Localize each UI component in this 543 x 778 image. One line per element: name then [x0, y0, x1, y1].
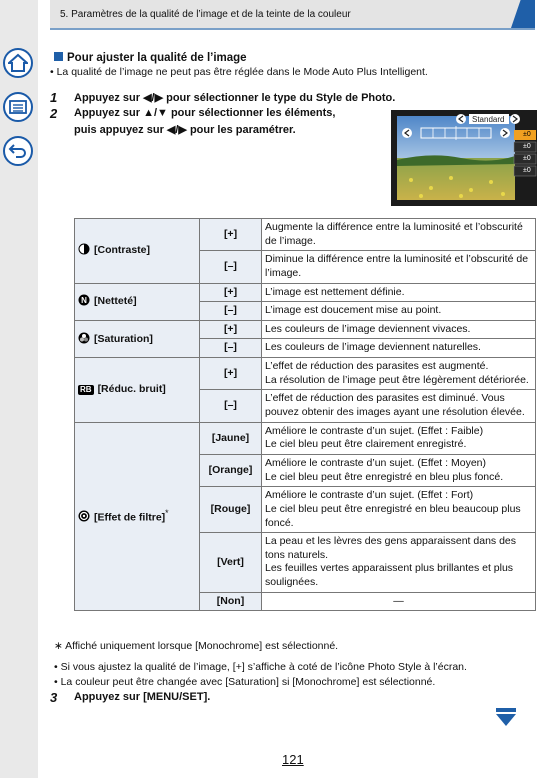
feature-saturation: [Saturation] — [75, 320, 200, 357]
table-row — [75, 320, 536, 339]
step-2: 2 Appuyez sur ▲/▼ pour sélectionner les éléments, puis appuyez sur ◀/▶ pour les paramétrer. — [50, 106, 336, 136]
sharpness-value: ±0 — [523, 143, 531, 150]
step-1: 1 Appuyez sur ◀/▶ pour sélectionner le type du Style de Photo. — [50, 90, 396, 105]
svg-text:N: N — [81, 296, 87, 306]
desc: L’effet de réduction des parasites est diminué. Vous pouvez obtenir des images ayant une résolution élevée. — [262, 390, 536, 422]
page-number: 121 — [282, 752, 304, 767]
sub-plus: [+] — [200, 358, 262, 390]
feature-nettete: N [Netteté] — [75, 283, 200, 320]
sub-jaune: [Jaune] — [200, 422, 262, 454]
feature-effet-filtre: [Effet de filtre]* — [75, 422, 200, 611]
menu-icon[interactable] — [3, 92, 33, 122]
sub-non: [Non] — [200, 592, 262, 611]
desc: Diminue la différence entre la luminosité et l’obscurité de l’image. — [262, 251, 536, 283]
desc: L’image est doucement mise au point. — [262, 302, 536, 321]
chapter-title: 5. Paramètres de la qualité de l’image et de la teinte de la couleur — [60, 9, 351, 20]
feature-reduc-bruit: RB [Réduc. bruit] — [75, 358, 200, 423]
contrast-value: ±0 — [523, 131, 531, 138]
desc: La peau et les lèvres des gens apparaissent dans des tons naturels. Les feuilles vertes apparaissent plus brillantes et plus soulignées. — [262, 533, 536, 593]
photo-style-label: Standard — [472, 115, 505, 124]
sub-rouge: [Rouge] — [200, 487, 262, 533]
field-landscape-image — [391, 110, 537, 206]
desc: Améliore le contraste d’un sujet. (Effet : Moyen) Le ciel bleu peut être enregistré en bleu plus foncé. — [262, 454, 536, 486]
footnote-bullet-1: • Si vous ajustez la qualité de l’image, [+] s’affiche à coté de l’icône Photo Style à l’écran. — [54, 661, 467, 673]
next-page-arrow-icon[interactable] — [494, 708, 518, 728]
step-3: 3 Appuyez sur [MENU/SET]. — [50, 690, 211, 705]
saturation-icon — [78, 332, 90, 344]
table-row — [75, 283, 536, 302]
table-row — [75, 422, 536, 454]
sub-minus: [–] — [200, 339, 262, 358]
section-note: • La qualité de l’image ne peut pas être réglée dans le Mode Auto Plus Intelligent. — [50, 66, 428, 78]
noise-value: ±0 — [523, 167, 531, 174]
sub-plus: [+] — [200, 219, 262, 251]
footnote-bullet-2: • La couleur peut être changée avec [Saturation] si [Monochrome] est sélectionné. — [54, 676, 436, 688]
filter-effect-icon — [78, 510, 90, 522]
desc: L’image est nettement définie. — [262, 283, 536, 302]
sub-minus: [–] — [200, 251, 262, 283]
adjustment-table — [74, 218, 536, 611]
desc: Les couleurs de l’image deviennent naturelles. — [262, 339, 536, 358]
section-title: Pour ajuster la qualité de l’image — [54, 52, 247, 64]
noise-reduction-icon: RB — [80, 385, 92, 395]
desc: Améliore le contraste d’un sujet. (Effet : Faible) Le ciel bleu peut être clairement enregistré. — [262, 422, 536, 454]
sub-orange: [Orange] — [200, 454, 262, 486]
home-icon[interactable] — [3, 48, 33, 78]
sub-minus: [–] — [200, 302, 262, 321]
square-bullet-icon — [54, 52, 63, 61]
desc: Améliore le contraste d’un sujet. (Effet : Fort) Le ciel bleu peut être enregistré en bleu beaucoup plus foncé. — [262, 487, 536, 533]
sub-plus: [+] — [200, 283, 262, 302]
sub-plus: [+] — [200, 320, 262, 339]
table-row — [75, 358, 536, 390]
table-row — [75, 219, 536, 251]
chapter-header — [50, 0, 535, 30]
desc: — — [262, 592, 536, 611]
header-tab — [511, 0, 535, 28]
sub-minus: [–] — [200, 390, 262, 422]
saturation-value: ±0 — [523, 155, 531, 162]
desc: Augmente la différence entre la luminosité et l’obscurité de l’image. — [262, 219, 536, 251]
sub-vert: [Vert] — [200, 533, 262, 593]
contrast-icon — [78, 243, 90, 255]
back-icon[interactable] — [3, 136, 33, 166]
feature-contraste: [Contraste] — [75, 219, 200, 284]
desc: Les couleurs de l’image deviennent vivaces. — [262, 320, 536, 339]
sharpness-icon — [78, 294, 90, 306]
footnote-star: ∗ Affiché uniquement lorsque [Monochrome] est sélectionné. — [54, 640, 339, 652]
desc: L’effet de réduction des parasites est augmenté. La résolution de l’image peut être légèrement détériorée. — [262, 358, 536, 390]
camera-screen-preview — [391, 110, 537, 206]
sidebar — [0, 0, 38, 778]
